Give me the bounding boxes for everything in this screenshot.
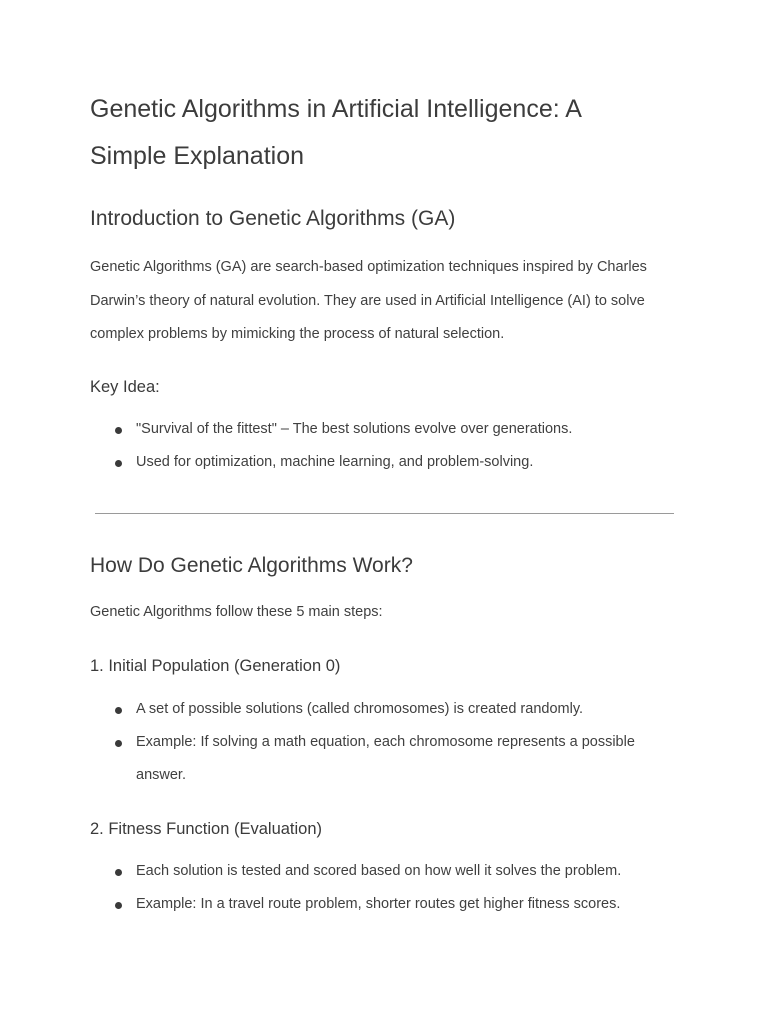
bullet-icon bbox=[115, 427, 122, 434]
bullet-icon bbox=[115, 707, 122, 714]
list-item bbox=[90, 693, 680, 726]
step1-heading: 1. Initial Population (Generation 0) bbox=[90, 657, 341, 675]
list-item-text: Each solution is tested and scored based on how well it solves the problem. bbox=[136, 863, 622, 879]
key-idea-heading: Key Idea: bbox=[90, 378, 160, 396]
step1-list bbox=[90, 693, 680, 792]
list-item-text: Example: If solving a math equation, each chromosome represents a possible answer. bbox=[136, 734, 635, 783]
list-item-text: Used for optimization, machine learning, and problem-solving. bbox=[136, 454, 534, 470]
section-divider bbox=[95, 513, 674, 514]
list-item bbox=[90, 446, 680, 479]
list-item bbox=[90, 855, 680, 888]
how-paragraph: Genetic Algorithms follow these 5 main steps: bbox=[90, 604, 383, 620]
list-item bbox=[90, 413, 680, 446]
step2-list bbox=[90, 855, 680, 921]
key-idea-list bbox=[90, 413, 680, 479]
document-title: Genetic Algorithms in Artificial Intelligence: A Simple Explanation bbox=[90, 95, 581, 170]
intro-heading: Introduction to Genetic Algorithms (GA) bbox=[90, 207, 456, 230]
bullet-icon bbox=[115, 869, 122, 876]
how-heading: How Do Genetic Algorithms Work? bbox=[90, 554, 413, 577]
step2-heading: 2. Fitness Function (Evaluation) bbox=[90, 820, 323, 838]
list-item-text: Example: In a travel route problem, shorter routes get higher fitness scores. bbox=[136, 896, 621, 912]
bullet-icon bbox=[115, 902, 122, 909]
list-item bbox=[90, 888, 680, 921]
list-item-text: "Survival of the fittest" – The best solutions evolve over generations. bbox=[136, 421, 573, 437]
list-item-text: A set of possible solutions (called chromosomes) is created randomly. bbox=[136, 701, 584, 717]
intro-paragraph: Genetic Algorithms (GA) are search-based optimization techniques inspired by Charles Darwin’s theory of natural evolution. They are used in Artificial Intelligence (AI) to solve complex problems by mimicking the process of natural selection. bbox=[90, 259, 647, 342]
bullet-icon bbox=[115, 740, 122, 747]
list-item bbox=[90, 726, 680, 792]
bullet-icon bbox=[115, 460, 122, 467]
